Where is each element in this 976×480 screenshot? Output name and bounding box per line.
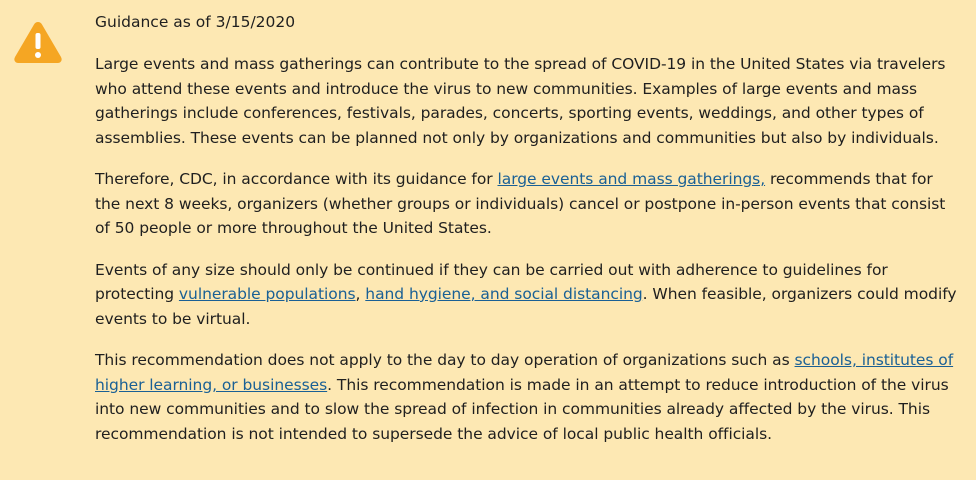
warning-icon [13, 20, 63, 64]
paragraph-events-any-size [95, 258, 961, 332]
p3-text-before: Events of any size should only be continued if they can be carried out with adherence to guidelines for protecting [95, 260, 888, 303]
large-events-link[interactable]: large events and mass gatherings, [497, 170, 766, 188]
guidance-date-heading: Guidance as of 3/15/2020 [95, 13, 296, 31]
paragraph-cdc-recommendation [95, 167, 961, 241]
p2-text-before: Therefore, CDC, in accordance with its guidance for [95, 170, 498, 188]
paragraph-scope-note [95, 348, 961, 446]
alert-content [95, 10, 961, 463]
vulnerable-populations-link[interactable]: vulnerable populations [178, 285, 356, 303]
schools-businesses-link[interactable]: schools, institutes of higher learning, or businesses [95, 351, 954, 394]
p4-text-after: . This recommendation is made in an attempt to reduce introduction of the virus into new communities and to slow the spread of infection in communities already affected by the virus. This recommendation is not intended to supersede the advice of local public health officials. [95, 375, 949, 443]
p3-text-mid: , [355, 285, 366, 303]
hand-hygiene-link[interactable]: hand hygiene, and social distancing [365, 285, 643, 303]
p4-text-before: This recommendation does not apply to the day to day operation of organizations such as [95, 351, 795, 369]
p3-text-after: . When feasible, organizers could modify events to be virtual. [95, 285, 957, 328]
p2-text-after: recommends that for the next 8 weeks, organizers (whether groups or individuals) cancel or postpone in-person events that consist of 50 people or more throughout the United States. [95, 170, 946, 237]
paragraph-mass-gatherings: Large events and mass gatherings can contribute to the spread of COVID-19 in the United States via travelers who attend these events and introduce the virus to new communities. Examples of large events and mass gatherings include conferences, festivals, parades, concerts, sporting events, weddings, and other types of assemblies. These events can be planned not only by organizations and communities but also by individuals. [95, 55, 946, 147]
